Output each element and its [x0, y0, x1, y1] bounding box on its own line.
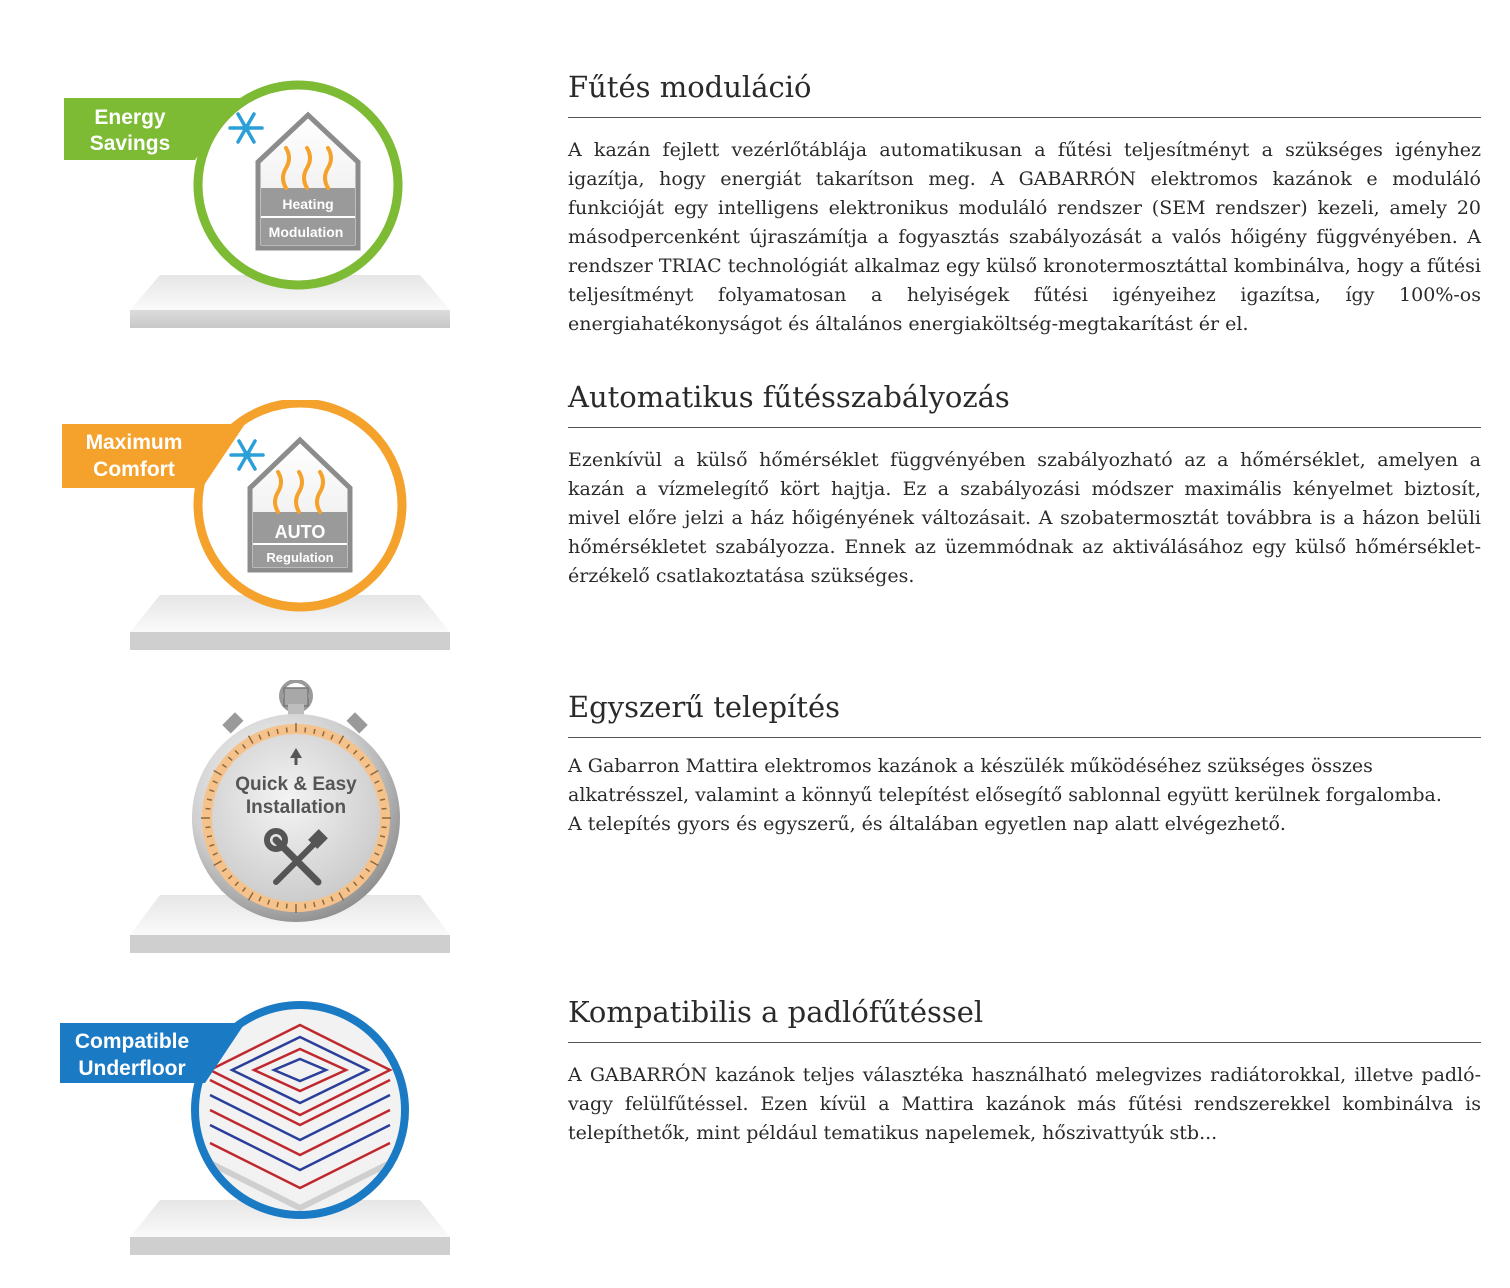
- text-automatic-regulation: Ezenkívül a külső hőmérséklet függvényében szabályozható az a hőmérséklet, amelyen a kazán a vízmelegítő kört hajtja. Ez a szabályozási módszer maximális kényelmet biztosít, mivel előre jelzi a ház hőigényének változásait. A szobatermosztát továbbra is a házon belüli hőmérsékletet szabályozza. Ennek az üzemmódnak az aktiválásához egy külső hőmérséklet-érzékelő csatlakoztatása szükséges.: [568, 448, 1481, 587]
- text-line: A telepítés gyors és egyszerű, és általában egyetlen nap alatt elvégezhető.: [568, 812, 1286, 835]
- energy-savings-badge: [50, 70, 470, 340]
- tick-mark: [314, 729, 315, 734]
- tick-mark: [382, 827, 387, 828]
- badge-label-2: Underfloor: [78, 1057, 186, 1080]
- badge-label-2: Savings: [89, 132, 171, 155]
- heading-underfloor: Kompatibilis a padlófűtéssel: [568, 995, 1481, 1043]
- tick-mark: [286, 727, 287, 732]
- icon-label-2: Modulation: [268, 224, 344, 240]
- text-line: A Gabarron Mattira elektromos kazánok a készülék működéséhez szükséges összes: [568, 754, 1373, 777]
- badge-label-1: Maximum: [85, 431, 183, 454]
- tick-mark: [277, 902, 278, 907]
- tick-mark: [305, 904, 306, 909]
- tick-mark: [380, 836, 385, 837]
- badge-label-2: Installation: [245, 797, 347, 818]
- maximum-comfort-badge: [50, 400, 470, 665]
- heading-heating-modulation: Fűtés moduláció: [568, 70, 1481, 118]
- tick-mark: [380, 799, 385, 800]
- icon-label-1: AUTO: [274, 522, 326, 542]
- compatible-underfloor-badge: [50, 995, 470, 1270]
- badge-label-1: Energy: [94, 106, 166, 129]
- tick-mark: [207, 799, 212, 800]
- tick-mark: [205, 827, 210, 828]
- icon-label-1: Heating: [282, 196, 334, 212]
- tick-mark: [314, 902, 315, 907]
- tick-mark: [286, 904, 287, 909]
- heading-easy-installation: Egyszerű telepítés: [568, 690, 1481, 738]
- tick-mark: [382, 808, 387, 809]
- tick-mark: [205, 808, 210, 809]
- badge-label-1: Quick & Easy: [235, 774, 357, 795]
- badge-label-1: Compatible: [74, 1030, 190, 1053]
- heading-automatic-regulation: Automatikus fűtésszabályozás: [568, 380, 1481, 428]
- tick-mark: [305, 727, 306, 732]
- tick-mark: [207, 836, 212, 837]
- text-underfloor: A GABARRÓN kazánok teljes választéka használható melegvizes radiátorokkal, illetve padló- vagy felülfűtéssel. Ezen kívül a Mattira kazánok más fűtési rendszerekkel kombinálva is telepíthetők, mint például tematikus napelemek, hőszivattyúk stb...: [568, 1063, 1481, 1144]
- text-heating-modulation: A kazán fejlett vezérlőtáblája automatikusan a fűtési teljesítményt a szükséges igényhez igazítja, hogy energiát takarítson meg. A GABARRÓN elektromos kazánok e moduláló funkcióját egy intelligens elektronikus moduláló rendszer (SEM rendszer) kezeli, amely 20 másodpercenként újraszámítja a fogyasztás szabályozását a valós hőigény függvényében. A rendszer TRIAC technológiát alkalmaz egy külső kronotermosztáttal kombinálva, hogy a fűtési teljesítményt folyamatosan a helyiségek fűtési igényeihez igazítsa, így 100%-os energiahatékonyságot és általános energiaköltség-megtakarítást ér el.: [568, 138, 1481, 335]
- quick-install-badge: [50, 680, 470, 970]
- icon-label-2: Regulation: [266, 550, 334, 565]
- tick-mark: [277, 729, 278, 734]
- badge-label-2: Comfort: [93, 458, 175, 481]
- text-line: alkatrésszel, valamint a könnyű telepítést elősegítő sablonnal együtt kerülnek forgalomba.: [568, 783, 1442, 806]
- text-easy-installation: [568, 752, 1481, 839]
